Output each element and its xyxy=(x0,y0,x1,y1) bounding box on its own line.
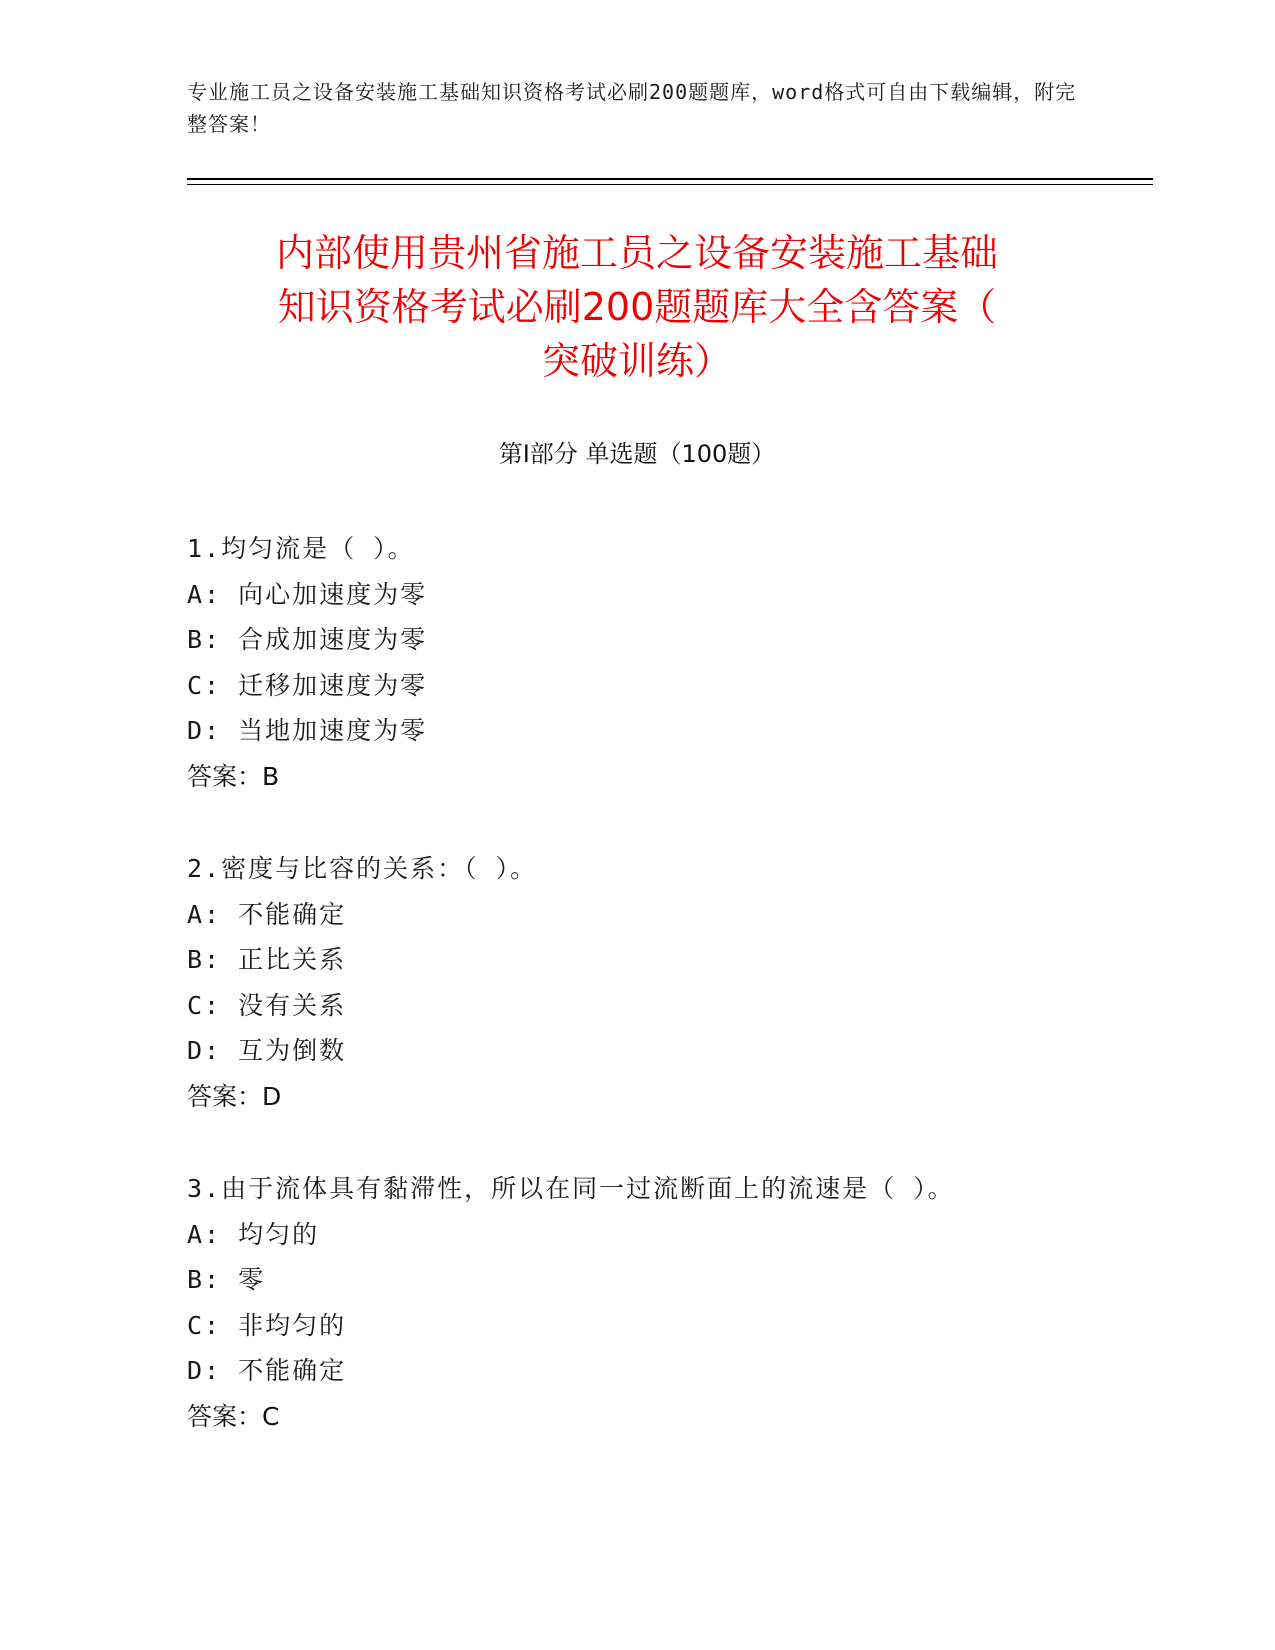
option-c: C: 没有关系 xyxy=(187,990,347,1020)
title-line: 内部使用贵州省施工员之设备安装施工基础 xyxy=(275,231,998,275)
header-divider-thick xyxy=(187,178,1153,180)
option-d: D: 当地加速度为零 xyxy=(187,716,428,745)
question-list xyxy=(187,526,1147,1486)
question-item xyxy=(187,846,1147,1119)
question-item xyxy=(187,526,1147,799)
header-divider-thin xyxy=(187,184,1153,185)
header-note: 专业施工员之设备安装施工基础知识资格考试必刷200题题库，word格式可自由下载编辑，附完整答案！ xyxy=(187,80,1077,136)
answer: 答案：C xyxy=(187,1401,280,1431)
answer: 答案：B xyxy=(187,761,280,791)
answer: 答案：D xyxy=(187,1081,282,1111)
question-item xyxy=(187,1166,1147,1439)
question-stem: 2.密度与比容的关系：（ ）。 xyxy=(187,854,538,883)
option-c: C: 迁移加速度为零 xyxy=(187,670,428,700)
option-a: A: 不能确定 xyxy=(187,899,347,929)
document-title xyxy=(187,226,1087,388)
option-a: A: 向心加速度为零 xyxy=(187,579,428,609)
option-b: B: 零 xyxy=(187,1265,266,1294)
option-a: A: 均匀的 xyxy=(187,1219,320,1249)
option-d: D: 互为倒数 xyxy=(187,1036,347,1065)
title-line: 突破训练） xyxy=(541,339,732,383)
option-c: C: 非均匀的 xyxy=(187,1310,347,1340)
question-stem: 1.均匀流是（ ）。 xyxy=(187,534,415,563)
question-stem: 3.由于流体具有黏滞性，所以在同一过流断面上的流速是（ ）。 xyxy=(187,1174,955,1203)
title-line: 知识资格考试必刷200题题库大全含答案（ xyxy=(277,285,997,329)
section-title: 第Ⅰ部分 单选题（100题） xyxy=(498,440,776,468)
option-b: B: 合成加速度为零 xyxy=(187,625,428,654)
option-d: D: 不能确定 xyxy=(187,1356,347,1385)
option-b: B: 正比关系 xyxy=(187,945,347,974)
